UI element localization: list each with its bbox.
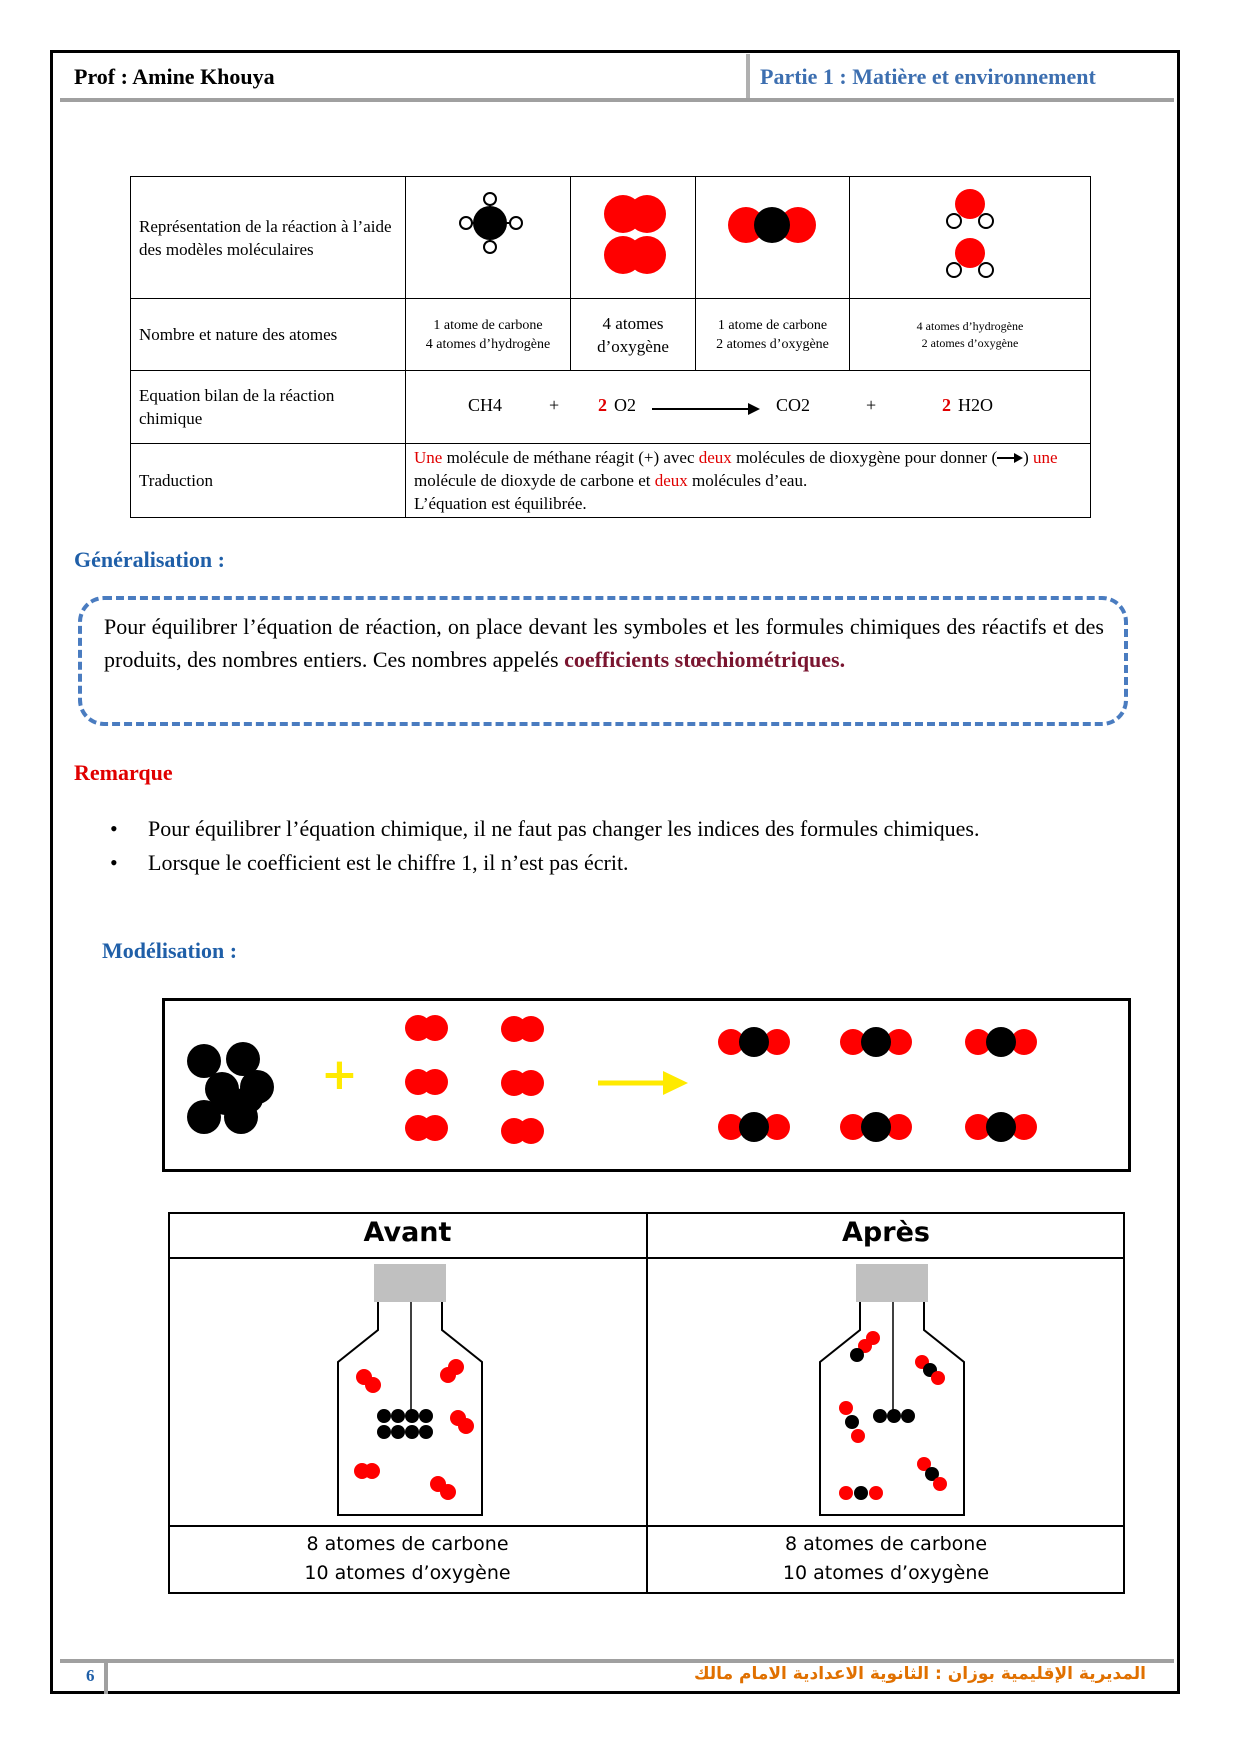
partie-title: Partie 1 : Matière et environnement [760, 64, 1096, 89]
row-equation-label: Equation bilan de la réaction chimique [131, 371, 406, 444]
carbon-atoms [187, 1042, 274, 1134]
trad-arrow-icon [997, 453, 1023, 463]
flask-apres-icon [820, 1264, 964, 1515]
avant-line: 8 atomes de carbone [306, 1533, 509, 1555]
eq-arrow-icon [652, 402, 760, 416]
header-separator [746, 54, 750, 102]
modelisation-plus: + [321, 1049, 358, 1100]
atoms-cell-methane [406, 299, 571, 371]
apres-line: 10 atomes d’oxygène [782, 1562, 990, 1584]
remarque-list [110, 812, 1150, 880]
eq-plus-2: + [866, 395, 877, 415]
atoms-line: 2 atomes d’oxygène [716, 336, 829, 352]
trad-word: une [1033, 448, 1058, 467]
trad-text: molécule de dioxyde de carbone et [414, 471, 655, 490]
prof-name: Prof : Amine Khouya [74, 64, 275, 89]
avant-note [168, 1530, 647, 1588]
eq-coef-h2o: 2 [942, 395, 951, 415]
remarque-title: Remarque [74, 760, 173, 785]
trad-text: molécules de dioxygène pour donner ( [731, 448, 998, 467]
atoms-line: d’oxygène [597, 336, 669, 356]
trad-text: ) [1023, 448, 1034, 467]
atoms-cell-water [850, 299, 1091, 371]
methane-model-icon [406, 177, 571, 299]
generalisation-title: Généralisation : [74, 547, 225, 572]
traduction-cell [406, 444, 1091, 518]
dioxygen-model-icon [571, 177, 696, 299]
atoms-line: 4 atomes d’hydrogène [425, 336, 551, 352]
avant-title: Avant [363, 1217, 452, 1248]
footer-line [60, 1659, 1174, 1663]
eq-plus-1: + [549, 395, 560, 415]
row-atoms-label: Nombre et nature des atomes [131, 299, 406, 371]
avant-line: 10 atomes d’oxygène [304, 1562, 511, 1584]
header-underline [60, 98, 1174, 102]
atoms-line: 1 atome de carbone [717, 317, 828, 333]
list-item: • Pour équilibrer l’équation chimique, il ne faut pas changer les indices des formules chimiques. [110, 812, 1150, 846]
generalisation-body: Pour équilibrer l’équation de réaction, on place devant les symboles et les formules chimiques des réactifs et des produits, des nombres entiers. Ces nombres appelés [104, 614, 1104, 672]
footer-separator [104, 1660, 108, 1694]
trad-text: molécules d’eau. [687, 471, 808, 490]
eq-coef-o2: 2 [598, 395, 607, 415]
flask-avant-icon [338, 1264, 482, 1515]
page-number: 6 [86, 1666, 95, 1685]
atoms-line: 4 atomes d’hydrogène [916, 318, 1024, 333]
row-traduction-label: Traduction [131, 444, 406, 518]
apres-title: Après [842, 1217, 930, 1248]
atoms-line: 2 atomes d’oxygène [921, 335, 1019, 350]
trad-word: Une [414, 448, 443, 467]
list-item: • Lorsque le coefficient est le chiffre 1, il n’est pas écrit. [110, 846, 1150, 880]
apres-line: 8 atomes de carbone [784, 1533, 988, 1555]
trad-word: deux [654, 471, 688, 490]
generalisation-text [104, 610, 1104, 676]
generalisation-keyword: coefficients stœchiométriques. [564, 647, 846, 672]
atoms-cell-co2 [696, 299, 850, 371]
trad-text: L’équation est équilibrée. [414, 494, 587, 513]
dioxygen-molecules [405, 1015, 544, 1144]
reaction-arrow-head [663, 1071, 688, 1095]
eq-co2: CO2 [776, 395, 811, 415]
atoms-line: 4 atomes [602, 313, 664, 333]
atoms-line: 1 atome de carbone [433, 317, 543, 333]
atoms-cell-dioxygen [571, 299, 696, 371]
water-model-icon [850, 177, 1091, 299]
trad-word: deux [698, 448, 732, 467]
equation-cell [406, 371, 1091, 444]
header [60, 54, 1174, 100]
modelisation-diagram [165, 1001, 1128, 1169]
co2-model-icon [696, 177, 850, 299]
school-name: المديرية الإقليمية بوزان : الثانوية الاعدادية الامام مالك [693, 1664, 1146, 1684]
trad-text: molécule de méthane réagit (+) avec [442, 448, 699, 467]
co2-molecules [718, 1027, 1037, 1142]
modelisation-title: Modélisation : [102, 938, 238, 963]
eq-h2o: H2O [958, 395, 993, 415]
eq-ch4: CH4 [468, 395, 503, 415]
reaction-table [130, 176, 1091, 518]
eq-o2: O2 [614, 395, 636, 415]
avant-apres-table [168, 1212, 1125, 1594]
apres-note [647, 1530, 1125, 1588]
modelisation-box [162, 998, 1131, 1172]
row-representation-label: Représentation de la réaction à l’aide des modèles moléculaires [131, 177, 406, 299]
